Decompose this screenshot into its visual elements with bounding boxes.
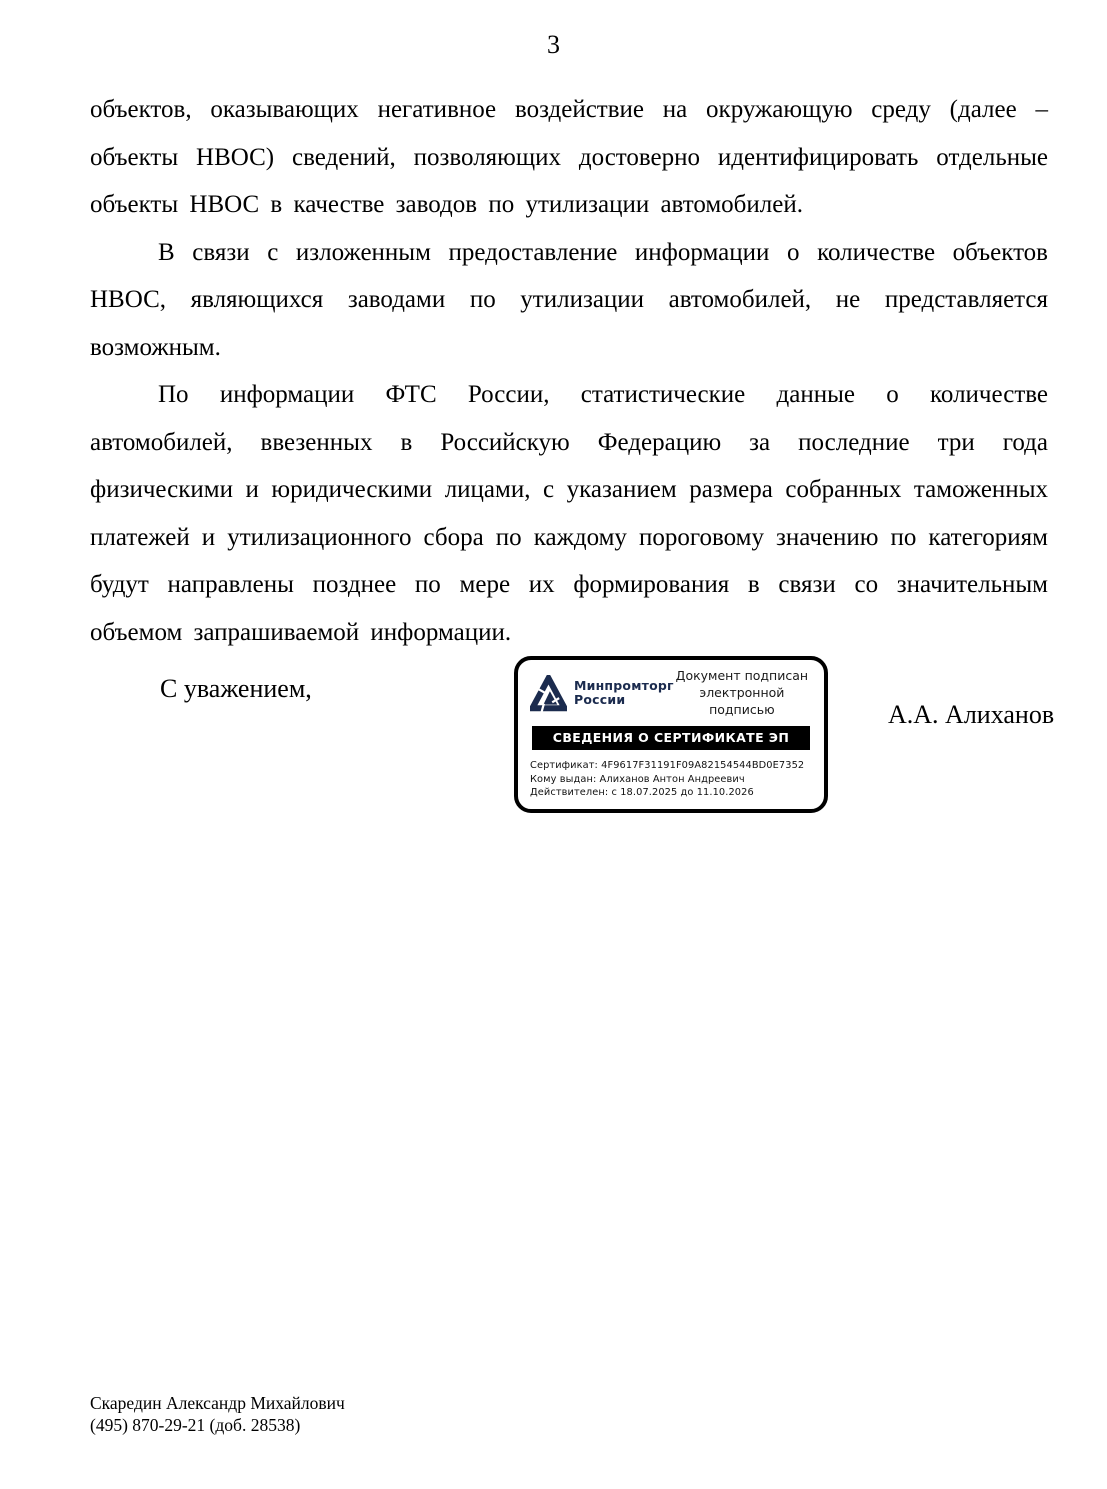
ministry-name [574, 679, 674, 708]
paragraph: По информации ФТС России, статистические данные о количестве автомобилей, ввезенных в Российскую Федерацию за последние три года физическими и юридическими лицами, с указанием размера собранных таможенных платежей и утилизационного сбора по каждому пороговому значению по категориям будут направлены позднее по мере их формирования в связи со значительным объемом запрашиваемой информации. [90, 381, 1048, 646]
letter-body [90, 86, 1048, 656]
certificate-details [530, 759, 812, 801]
footer-contact [90, 1392, 345, 1436]
page-number: 3 [547, 30, 560, 59]
certificate-validity: Действителен: с 18.07.2025 до 11.10.2026 [530, 787, 754, 799]
signed-note-line1: Документ подписан [675, 668, 809, 683]
signed-note [674, 668, 812, 719]
ministry-name-line1: Минпромторг [574, 677, 674, 693]
certificate-banner: СВЕДЕНИЯ О СЕРТИФИКАТЕ ЭП [532, 726, 810, 750]
paragraph: объектов, оказывающих негативное воздействие на окружающую среду (далее – объекты НВОС) сведений, позволяющих достоверно идентифицировать отдельные объекты НВОС в качестве заводов по утилизации автомобилей. [90, 96, 1048, 218]
contact-name: Скаредин Александр Михайлович [90, 1393, 345, 1413]
signature-stamp [514, 656, 828, 813]
contact-phone: (495) 870-29-21 (доб. 28538) [90, 1415, 301, 1435]
paragraph: В связи с изложенным предоставление информации о количестве объектов НВОС, являющихся заводами по утилизации автомобилей, не представляется возможным. [90, 238, 1048, 361]
stamp-header-row [530, 668, 812, 719]
minpromtorg-logo-icon [530, 675, 567, 712]
signer-name: А.А. Алиханов [888, 700, 1055, 729]
salutation: С уважением, [160, 674, 312, 703]
certificate-number: Сертификат: 4F9617F31191F09A82154544BD0E7352 [530, 759, 805, 771]
certificate-issued-to: Кому выдан: Алиханов Антон Андреевич [530, 773, 745, 785]
ministry-name-line2: России [574, 692, 626, 708]
signed-note-line2: электронной подписью [699, 684, 785, 717]
